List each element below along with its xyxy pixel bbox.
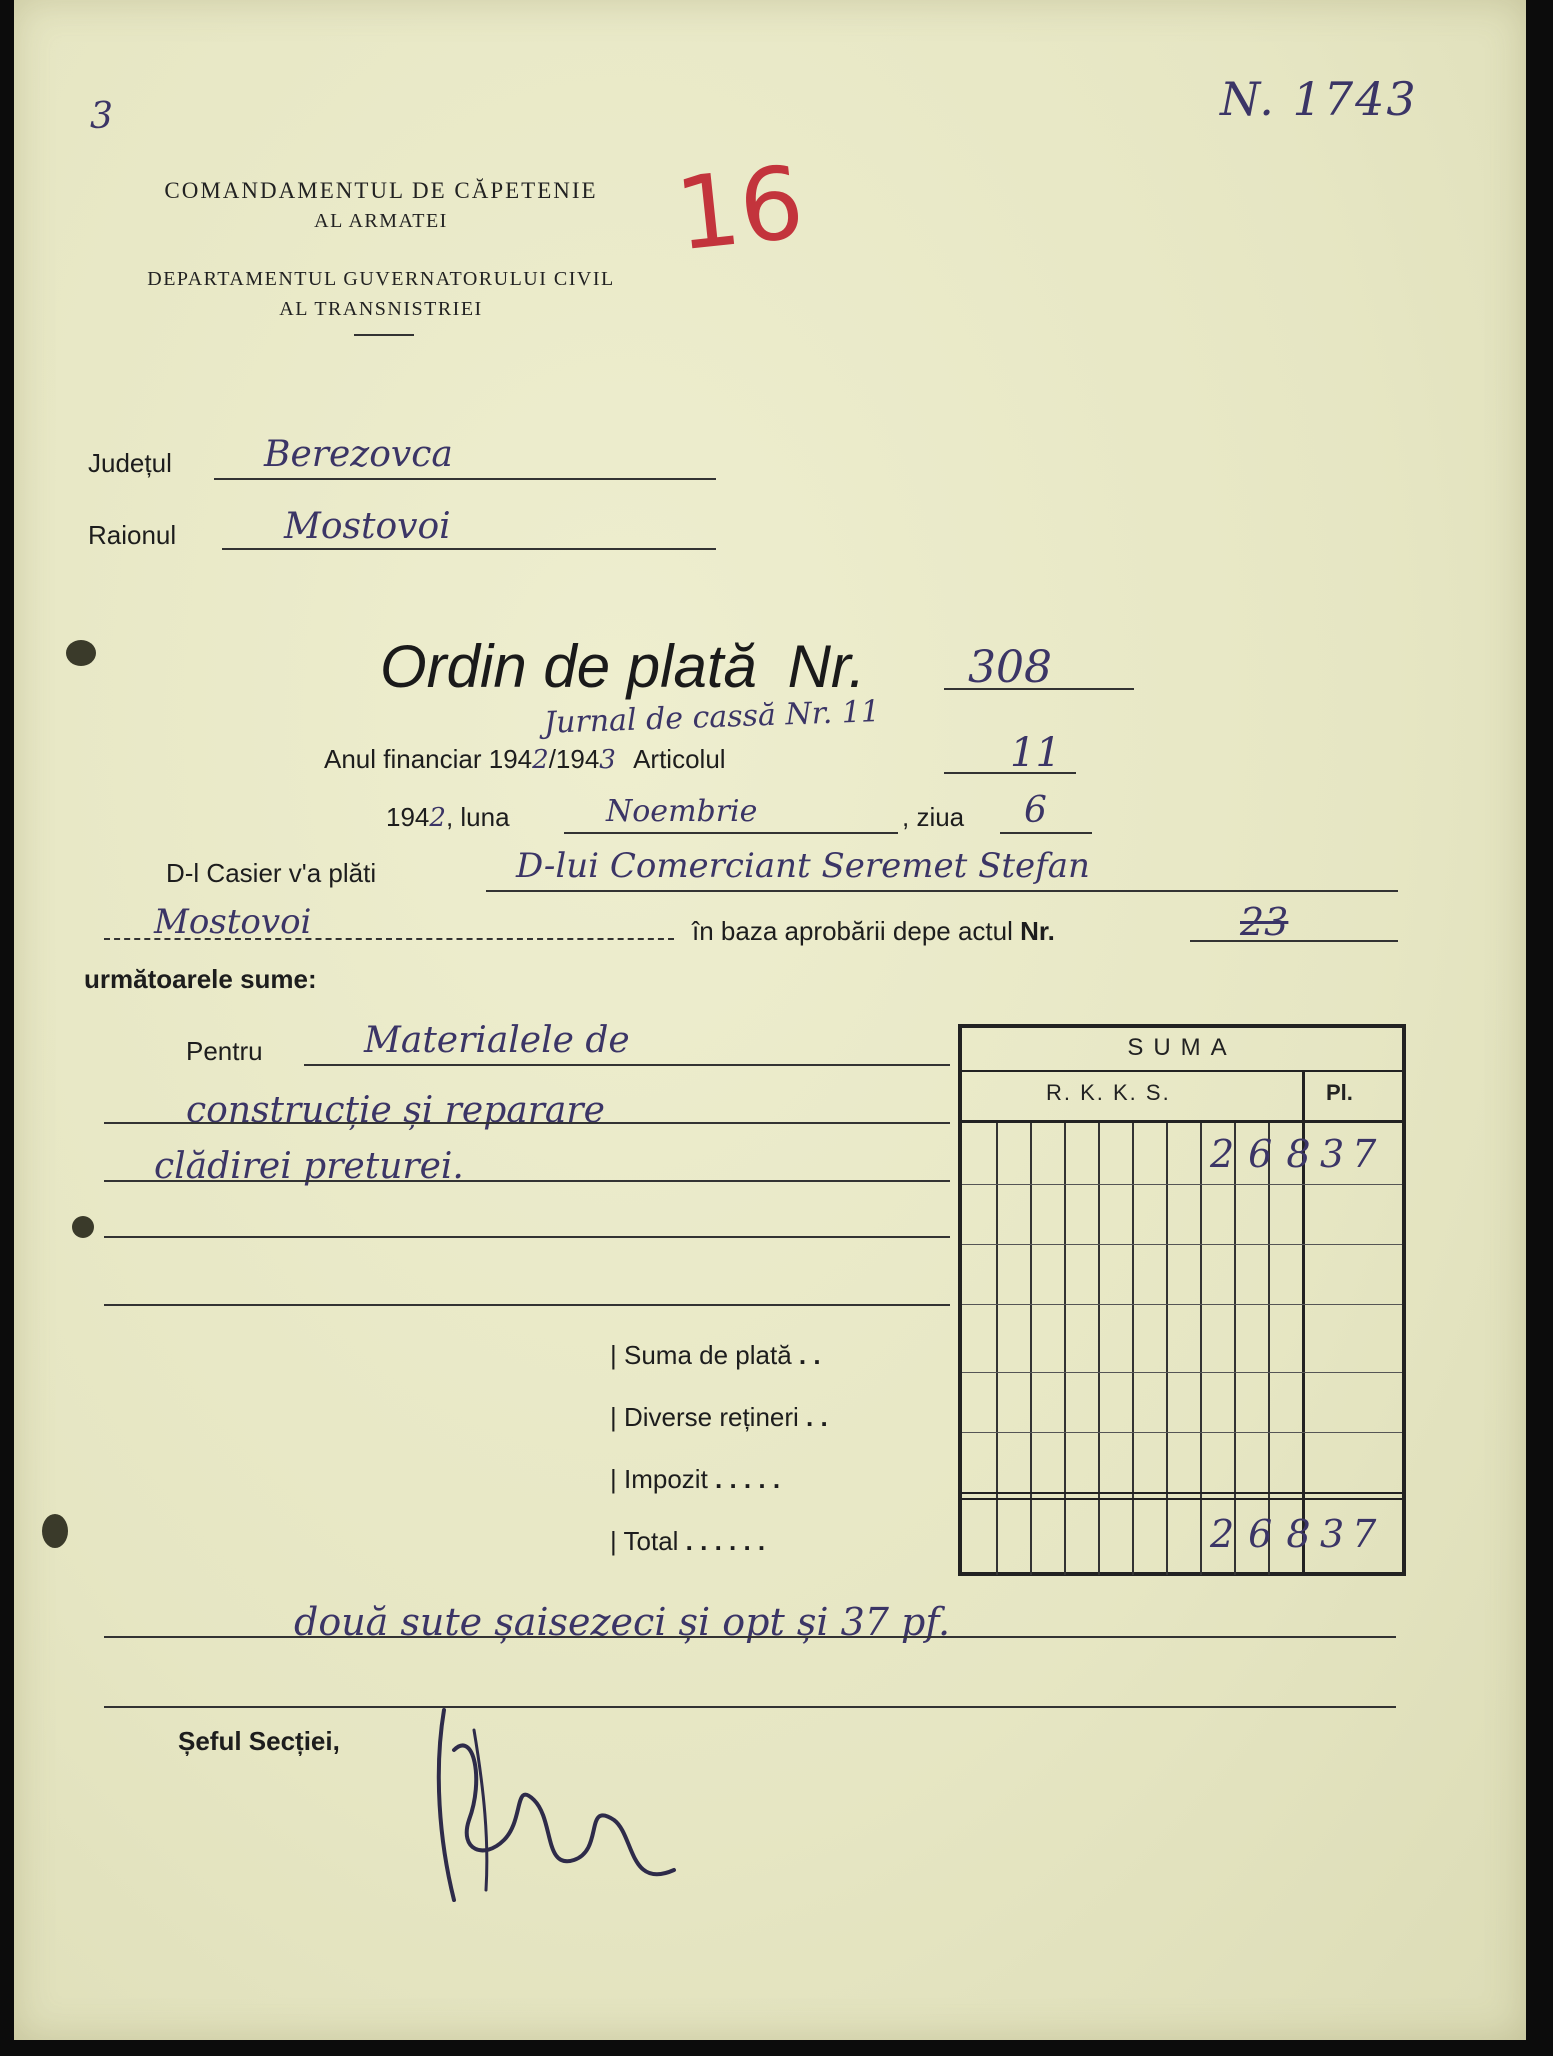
summary-row-total: | Total . . . . . . bbox=[610, 1526, 766, 1556]
pentru-underline-4 bbox=[104, 1236, 950, 1238]
pentru-underline-5 bbox=[104, 1304, 950, 1306]
luna-underline bbox=[564, 832, 898, 834]
summary-dots: . . . . . bbox=[715, 1464, 781, 1494]
page-title bbox=[380, 632, 865, 701]
judet-label: Județul bbox=[88, 448, 172, 478]
summary-dots: . . bbox=[798, 1340, 821, 1370]
raion-label: Raionul bbox=[88, 520, 177, 550]
pentru-line-2: construcție și reparare bbox=[186, 1090, 605, 1131]
urmatoarele-sume: următoarele sume: bbox=[84, 964, 317, 994]
suma-header: SUMA bbox=[1127, 1034, 1237, 1061]
date-year-prefix: 194 bbox=[386, 802, 430, 832]
amount-in-words: două sute șaisezeci și opt și 37 pf. bbox=[294, 1600, 951, 1644]
punch-hole bbox=[72, 1216, 94, 1238]
order-number-underline bbox=[944, 688, 1134, 690]
ziua-underline bbox=[1000, 832, 1092, 834]
header-rule bbox=[354, 334, 414, 336]
summary-label: Total bbox=[623, 1526, 679, 1556]
judet-underline bbox=[214, 478, 716, 480]
header-line-2: AL ARMATEI bbox=[314, 210, 448, 232]
articol-label: Articolul bbox=[633, 744, 726, 774]
blank-rule bbox=[104, 1706, 1396, 1708]
corner-number: 3 bbox=[90, 96, 113, 137]
header-line-4: AL TRANSNISTRIEI bbox=[279, 298, 483, 320]
judet-value: Berezovca bbox=[264, 434, 453, 475]
date-line bbox=[386, 802, 510, 833]
suma-first-lei: 268 bbox=[1210, 1132, 1325, 1176]
amount-words-underline bbox=[104, 1636, 1396, 1638]
fiscal-year2-digit: 3 bbox=[599, 745, 616, 775]
summary-label: Suma de plată bbox=[623, 1340, 792, 1370]
pentru-line-1: Materialele de bbox=[364, 1020, 630, 1061]
header-line-1: COMANDAMENTUL DE CĂPETENIE bbox=[164, 178, 598, 203]
signature-scribble bbox=[414, 1690, 714, 1920]
header-line-3: DEPARTAMENTUL GUVERNATORULUI CIVIL bbox=[147, 268, 615, 290]
ziua-value: 6 bbox=[1024, 790, 1047, 831]
pentru-underline-2 bbox=[104, 1122, 950, 1124]
summary-row-suma: | Suma de plată . . bbox=[610, 1340, 821, 1370]
title-nr-label: Nr. bbox=[787, 633, 866, 700]
pentru-line-3: clădirei preturei. bbox=[154, 1146, 464, 1187]
document-page bbox=[14, 0, 1526, 2040]
fiscal-sep: /194 bbox=[548, 744, 600, 774]
luna-value: Noembrie bbox=[606, 794, 758, 829]
aprobare-text: în baza aprobării depe actul bbox=[692, 916, 1013, 946]
payee-value-line2: Mostovoi bbox=[154, 902, 312, 942]
signature-label: Șeful Secției, bbox=[178, 1726, 340, 1756]
fiscal-label: Anul financiar 194 bbox=[324, 744, 533, 774]
date-year-digit: 2 bbox=[429, 803, 446, 833]
summary-dots: . . . . . . bbox=[685, 1526, 766, 1556]
order-number: 308 bbox=[968, 642, 1052, 693]
payee-value-line1: D-lui Comerciant Seremet Stefan bbox=[516, 846, 1090, 886]
suma-first-bani: 37 bbox=[1320, 1132, 1385, 1176]
fiscal-line bbox=[324, 744, 726, 775]
aprobare-nr-value: 23 bbox=[1240, 900, 1289, 944]
payee-underline-2 bbox=[104, 938, 674, 940]
luna-label: , luna bbox=[445, 802, 510, 832]
aprobare-label bbox=[692, 916, 1055, 947]
aprobare-underline bbox=[1190, 940, 1398, 942]
raion-underline bbox=[222, 548, 716, 550]
suma-table bbox=[958, 1024, 1406, 1576]
summary-row-impozit: | Impozit . . . . . bbox=[610, 1464, 781, 1494]
articol-underline bbox=[944, 772, 1076, 774]
payee-label: D-l Casier v'a plăti bbox=[166, 858, 377, 888]
journal-note: Jurnal de cassă Nr. 11 bbox=[543, 694, 881, 741]
fiscal-year1-digit: 2 bbox=[532, 745, 549, 775]
raion-value: Mostovoi bbox=[284, 506, 451, 547]
pentru-label: Pentru bbox=[186, 1036, 263, 1066]
suma-total-lei: 268 bbox=[1210, 1512, 1325, 1556]
suma-sub-left: R. K. K. S. bbox=[1046, 1080, 1171, 1105]
summary-row-retineri: | Diverse rețineri . . bbox=[610, 1402, 828, 1432]
ziua-label: , ziua bbox=[902, 802, 965, 832]
summary-dots: . . bbox=[806, 1402, 828, 1432]
articol-value: 11 bbox=[1010, 730, 1061, 776]
summary-label: Diverse rețineri bbox=[623, 1402, 799, 1432]
pentru-underline-3 bbox=[104, 1180, 950, 1182]
aprobare-nr-label: Nr. bbox=[1020, 916, 1055, 946]
document-number: N. 1743 bbox=[1220, 72, 1418, 126]
payee-underline-1 bbox=[486, 890, 1398, 892]
red-annotation: 16 bbox=[670, 143, 810, 274]
punch-hole bbox=[66, 640, 96, 666]
suma-total-bani: 37 bbox=[1320, 1512, 1385, 1556]
summary-label: Impozit bbox=[623, 1464, 708, 1494]
punch-hole bbox=[42, 1514, 68, 1548]
pentru-underline-1 bbox=[304, 1064, 950, 1066]
title-text: Ordin de plată bbox=[380, 633, 757, 700]
suma-sub-right: Pl. bbox=[1326, 1080, 1353, 1105]
